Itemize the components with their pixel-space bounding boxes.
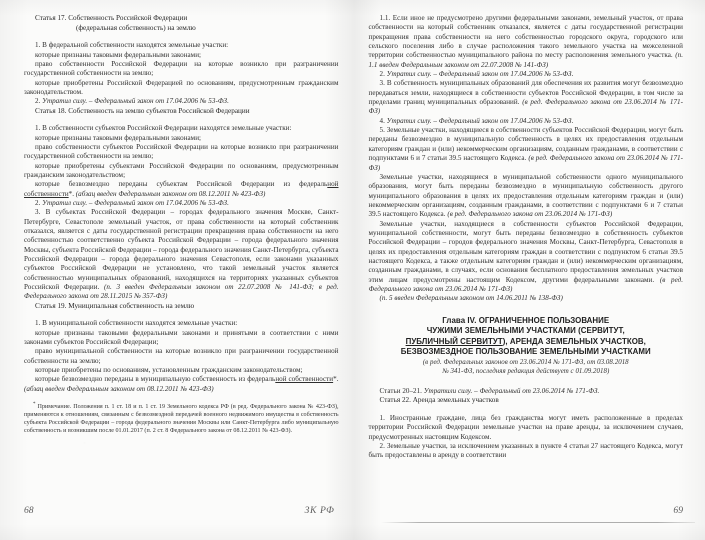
chapter-heading-line1: Глава IV. ОГРАНИЧЕННОЕ ПОЛЬЗОВАНИЕ <box>442 315 610 325</box>
article-19-p5-text: которые безвозмездно переданы в муниципальную собственность из федераль <box>35 375 276 384</box>
article-17-p5 <box>24 97 339 106</box>
footnote-marker: * <box>33 402 36 408</box>
page-left-column <box>24 14 339 484</box>
article-18-cont-p3-citation: (в ред. Федерального закона от 23.06.2014 № 171-ФЗ) <box>368 98 684 116</box>
footnote-text: Примечание. Положения п. 1 ст. 18 и п. 1 ст. 19 Земельного кодекса РФ (в ред. Федерального закона № 423-ФЗ), применяются к отношениям, связанным с безвозмездной передачей военного недвижимого имущества в собственность субъекта Российской Федерации – города федерального значения Москвы или Санкт-Петербурга либо муниципальную собственность и возникшим после 01.01.2017 (п. 2 ст. 8 Федерального закона от 08.12.2011 № 423-ФЗ). <box>24 404 339 434</box>
article-18-cont-p6-citation: (в ред. Федерального закона от 23.06.2014 № 171-ФЗ) <box>447 210 613 219</box>
article-19-p4: которые приобретены по основаниям, установленным гражданским законодательством; <box>35 366 303 375</box>
article-18-cont-p6 <box>369 173 684 220</box>
article-18-p7-citation: (п. 3 введен Федеральным законом от 22.07.2008 № 141-ФЗ; в ред. Федерального закона от 28.11.2015 № 357-ФЗ) <box>24 283 339 301</box>
chapter-heading-note <box>369 358 684 376</box>
article-17-p1: 1. В федеральной собственности находятся земельные участки: <box>35 41 229 50</box>
article-17-heading-subtitle: (федеральная собственность) на землю <box>76 23 196 32</box>
chapter-heading <box>369 316 684 376</box>
article-18-cont-p5 <box>369 126 684 173</box>
article-18-cont-p4-num: 4. <box>379 116 387 125</box>
article-18-p6 <box>24 199 339 208</box>
article-18-cont-p5-citation: (в ред. Федерального закона от 23.06.2014 № 171-ФЗ) <box>368 154 684 172</box>
article-18-p4: которые приобретены субъектами Российской Федерации по основаниям, предусмотренным гражданским законодательством; <box>24 161 339 179</box>
footnote-body <box>24 401 339 436</box>
article-17-p2: которые признаны таковыми федеральными законами; <box>35 50 201 59</box>
article-18-cont-p8-citation: (п. 5 введен Федеральным законом от 14.06.2011 № 138-ФЗ) <box>379 294 563 303</box>
article-19-p5-citation: (абзац введен Федеральным законом от 08.12.2011 № 423-ФЗ) <box>24 384 214 393</box>
article-18-p7-text: 3. В субъектах Российской Федерации – городах федерального значения Москве, Санкт-Петербурге, Севастополе земельный участок, от права собственности на который собственник отказался, является с даты государственной регистрации прекращения права собственности на него собственностью соответственно субъекта Российской Федерации – города федерального значения Москвы, субъекта Российской Федерации – города федерального значения Санкт-Петербурга, субъекта Российской Федерации – города федерального значения Севастополя, если законами указанных субъектов Российской Федерации не установлено, что такой земельный участок является собственностью муниципальных образований, находящихся на территориях указанных субъектов Российской Федерации. <box>24 208 339 292</box>
chapter-heading-line3 <box>369 337 684 348</box>
article-18-cont-p4-citation: Утратил силу. – Федеральный закон от 17.04.2006 № 53-ФЗ. <box>386 116 574 125</box>
chapter-heading-line4: БЕЗВОЗМЕЗДНОЕ ПОЛЬЗОВАНИЕ ЗЕМЕЛЬНЫМИ УЧАСТКАМИ <box>400 347 651 357</box>
page-number-right: 69 <box>673 505 683 516</box>
article-19-p5-underlined: ной собственности <box>275 375 334 384</box>
article-19-p5-tail: *. <box>333 375 339 384</box>
footer-right <box>369 505 684 516</box>
footer-rule <box>381 522 696 523</box>
article-18-p2: которые признаны таковыми федеральными законами; <box>35 133 201 142</box>
article-22-p1: 1. Иностранные граждане, лица без гражданства могут иметь расположенные в пределах территории Российской Федерации земельные участки на праве аренды, за исключением случаев, предусмотренных настоящим Кодексом. <box>368 413 683 441</box>
article-18-p3: право собственности субъектов Российской Федерации на которые возникло при разграничении государственной собственности на землю; <box>24 142 339 161</box>
article-17-p3: право собственности Российской Федерации на которые возникло при разграничении государственной собственности на землю; <box>24 59 339 78</box>
articles-20-21 <box>369 387 684 396</box>
page-right-column <box>369 14 684 484</box>
article-18-cont-p2 <box>369 70 684 79</box>
article-18-cont-p1-citation: (п. 1.1 введен Федеральным законом от 22.07.2008 № 141-ФЗ) <box>368 51 683 69</box>
page-number-left: 68 <box>24 505 34 516</box>
article-18-cont-p1 <box>369 14 684 70</box>
article-18-p6-num: 2. <box>35 198 43 207</box>
article-19-p1: 1. В муниципальной собственности находятся земельные участки: <box>35 319 238 328</box>
footnote <box>24 401 339 436</box>
chapter-note-line2: № 341-ФЗ, последняя редакция действует с 01.09.2018) <box>442 368 610 376</box>
article-18-cont-p7-text: Земельные участки, находящиеся в собственности субъектов Российской Федерации, муниципальной собственности, могут быть переданы безвозмездно в собственность субъектов Российской Федерации – городов федерального значения Москвы, Санкт-Петербурга, Севастополя в целях их предоставления отдельным категориям граждан в соответствии с подпунктом 6 статьи 39.5 настоящего Кодекса, а также отдельным категориям граждан и (или) некоммерческим организациям, созданным гражданами, в случаях, если основания бесплатного предоставления земельных участков этим лицам предусмотрены настоящим Кодексом, другими федеральными законами. <box>368 219 683 284</box>
article-18-p5-text: которые безвозмездно переданы субъектам Российской Федерации из федераль <box>35 180 328 189</box>
article-18-cont-p3-text: 3. В собственность муниципальных образований для обеспечения их развития могут безвозмездно передаваться земли, находящиеся в собственности субъектов Российской Федерации, в том числе за пределами границ муниципальных образований. <box>368 79 683 107</box>
article-18-cont-p2-num: 2. <box>379 70 387 79</box>
chapter-heading-underlined-term: ПУБЛИЧНЫЙ СЕРВИТУТ <box>405 336 503 346</box>
chapter-note-line1: (в ред. Федеральных законов от 23.06.2014 № 171-ФЗ, от 03.08.2018 <box>422 359 629 367</box>
articles-20-21-num: Статьи 20–21. <box>379 387 424 396</box>
article-18-cont-p6-text: Земельные участки, находящиеся в муниципальной собственности одного муниципального образования, могут быть переданы безвозмездно в муниципальную собственность другого муниципального образования в целях их предоставления отдельным категориям граждан и (или) некоммерческим организациям, созданным гражданами, в соответствии с подпунктами 6 и 7 статьи 39.5 настоящего Кодекса. <box>368 172 683 219</box>
footer-left <box>24 505 335 516</box>
article-17-heading <box>24 14 339 24</box>
article-18-p5 <box>24 180 339 199</box>
article-22-heading: Статья 22. Аренда земельных участков <box>379 396 499 405</box>
article-17-p5-num: 2. <box>35 97 43 106</box>
article-19-p3: право муниципальной собственности на которые возникло при разграничении государственной собственности на землю; <box>24 347 339 365</box>
article-18-p6-citation: Утратил силу. – Федеральный закон от 17.04.2006 № 53-ФЗ. <box>42 198 229 207</box>
article-17-p4: которые приобретены Российской Федерацией по основаниям, предусмотренным гражданским законодательством. <box>24 78 339 96</box>
page-right <box>353 0 705 540</box>
article-18-p5-tail: *. <box>68 189 76 198</box>
article-19-heading: Статья 19. Муниципальная собственность на землю <box>35 301 195 310</box>
article-18-cont-p3 <box>369 79 684 116</box>
article-18-heading: Статья 18. Собственность на землю субъектов Российской Федерации <box>35 106 250 115</box>
article-18-p1: 1. В собственности субъектов Российской Федерации находятся земельные участки: <box>35 124 292 133</box>
article-18-cont-p7-citation: (в ред. Федерального закона от 23.06.2014 № 171-ФЗ) <box>368 275 683 293</box>
article-17-p5-citation: Утратил силу. – Федеральный закон от 17.04.2006 № 53-ФЗ. <box>42 97 229 106</box>
article-18-cont-p1-text: 1.1. Если иное не предусмотрено другими федеральными законами, земельный участок, от права собственности на который собственник отказался, является с даты государственной регистрации прекращения права собственности на него собственностью городского округа, городского или сельского поселения либо в случае расположения такого земельного участка на межселенной территории собственностью муниципального района по месту расположения земельного участка. <box>368 14 683 60</box>
article-19-p5 <box>24 375 339 394</box>
article-18-cont-p5-text: 5. Земельные участки, находящиеся в собственности субъектов Российской Федерации, могут быть переданы безвозмездно в муниципальную собственность в целях их предоставления отдельным категориям граждан и (или) некоммерческим организациям, созданным гражданами, в соответствии с подпунктами 6 и 7 статьи 39.5 настоящего Кодекса. <box>368 126 683 163</box>
article-18-p7 <box>24 208 339 301</box>
article-17-heading-line1: Статья 17. Собственность Российской Федерации <box>35 14 188 22</box>
article-19-p2: которые признаны таковыми федеральными законами и принятыми в соответствии с ними законами субъектов Российской Федерации; <box>24 328 339 346</box>
article-18-cont-p2-citation: Утратил силу. – Федеральный закон от 17.04.2006 № 53-ФЗ. <box>386 70 574 79</box>
article-18-p5-underlined: ной собственности <box>24 180 339 198</box>
article-18-cont-p4 <box>369 117 684 126</box>
article-22-p2: 2. Земельные участки, за исключением указанных в пункте 4 статьи 27 настоящего Кодекса, могут быть предоставлены в аренду в соответствии <box>368 442 683 460</box>
article-18-p5-citation: (абзац введен Федеральным законом от 08.12.2011 № 423-ФЗ) <box>75 189 266 198</box>
chapter-heading-line3-tail: ), АРЕНДА ЗЕМЕЛЬНЫХ УЧАСТКОВ, <box>502 336 646 346</box>
chapter-heading-line2: ЧУЖИМИ ЗЕМЕЛЬНЫМИ УЧАСТКАМИ (СЕРВИТУТ, <box>426 326 625 336</box>
code-mark-left: ЗК РФ <box>304 505 335 516</box>
article-18-cont-p7 <box>369 220 684 295</box>
articles-20-21-citation: Утратили силу. – Федеральный от 23.06.2014 № 171-ФЗ. <box>423 387 600 396</box>
